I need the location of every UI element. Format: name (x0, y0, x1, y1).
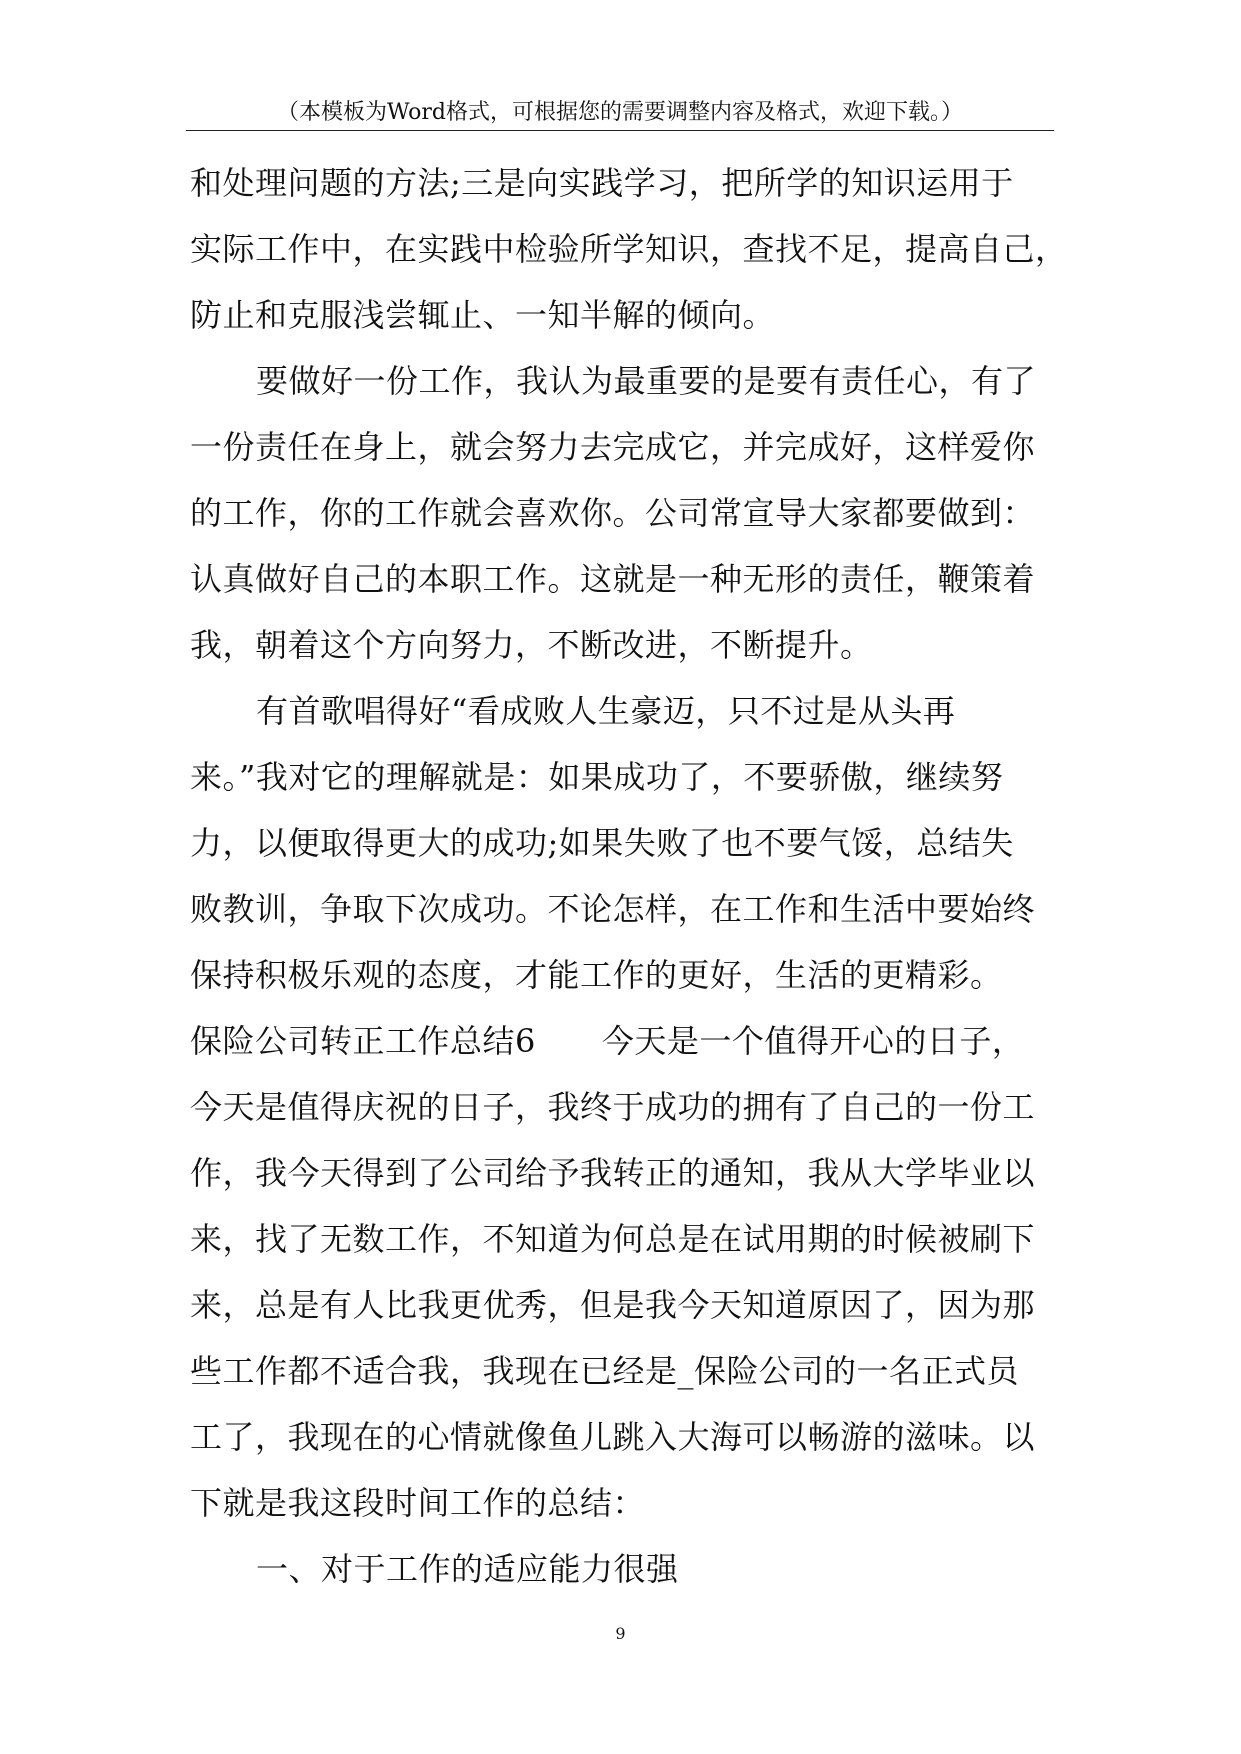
body-line: 力，以便取得更大的成功;如果失败了也不要气馁，总结失 (190, 824, 1014, 862)
body-line: 实际工作中，在实践中检验所学知识，查找不足，提高自己， (190, 230, 1068, 268)
body-line: 些工作都不适合我，我现在已经是_保险公司的一名正式员 (190, 1352, 1020, 1390)
section-title: 保险公司转正工作总结6 (190, 1022, 536, 1060)
body-line: 防止和克服浅尝辄止、一知半解的倾向。 (190, 296, 776, 334)
body-line: 来，总是有人比我更优秀，但是我今天知道原因了，因为那 (190, 1286, 1036, 1324)
document-body (190, 150, 1090, 1602)
body-line: 工了，我现在的心情就像鱼儿跳入大海可以畅游的滋味。以 (190, 1418, 1036, 1456)
body-line: 认真做好自己的本职工作。这就是一种无形的责任，鞭策着 (190, 560, 1036, 598)
paragraph-start-line: 要做好一份工作，我认为最重要的是要有责任心，有了 (256, 362, 1037, 400)
section-heading-line (190, 1008, 1090, 1074)
body-line: 我，朝着这个方向努力，不断改进，不断提升。 (190, 626, 873, 664)
body-line: 来。”我对它的理解就是：如果成功了，不要骄傲，继续努 (190, 758, 1004, 796)
body-line: 来，找了无数工作，不知道为何总是在试用期的时候被刷下 (190, 1220, 1036, 1258)
body-line: 今天是值得庆祝的日子，我终于成功的拥有了自己的一份工 (190, 1088, 1036, 1126)
body-line: 败教训，争取下次成功。不论怎样，在工作和生活中要始终 (190, 890, 1036, 928)
body-line: 保持积极乐观的态度，才能工作的更好，生活的更精彩。 (190, 956, 1003, 994)
paragraph-start-line: 有首歌唱得好“看成败人生豪迈，只不过是从头再 (256, 692, 956, 730)
body-line: 一份责任在身上，就会努力去完成它，并完成好，这样爱你 (190, 428, 1036, 466)
section-first-sentence: 今天是一个值得开心的日子， (601, 1022, 1025, 1060)
body-line: 作，我今天得到了公司给予我转正的通知，我从大学毕业以 (190, 1154, 1036, 1192)
header-divider (186, 130, 1054, 131)
page-number: 9 (615, 1624, 626, 1643)
header-note: （本模板为Word格式，可根据您的需要调整内容及格式，欢迎下载。） (277, 100, 963, 125)
body-line: 下就是我这段时间工作的总结： (190, 1484, 646, 1522)
subheading-line: 一、对于工作的适应能力很强 (256, 1550, 679, 1588)
body-line: 和处理问题的方法;三是向实践学习，把所学的知识运用于 (190, 164, 1014, 202)
body-line: 的工作，你的工作就会喜欢你。公司常宣导大家都要做到： (190, 494, 1036, 532)
